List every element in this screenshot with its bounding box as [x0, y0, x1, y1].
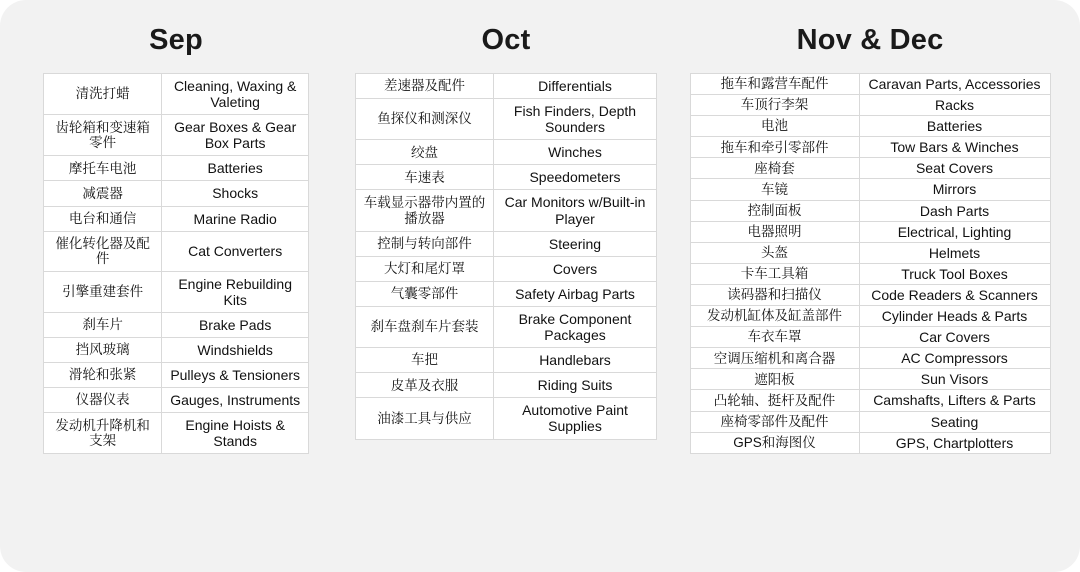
- table-row: [44, 181, 309, 206]
- category-en: Brake Component Packages: [494, 306, 657, 347]
- table-row: [356, 373, 657, 398]
- table-row: [356, 99, 657, 140]
- category-en: Engine Hoists & Stands: [162, 413, 309, 454]
- category-zh: 座椅零部件及配件: [690, 411, 859, 432]
- category-zh: 油漆工具与供应: [356, 398, 494, 439]
- table-row: [356, 190, 657, 231]
- table-row: [44, 388, 309, 413]
- table-row: [44, 312, 309, 337]
- category-en: Code Readers & Scanners: [859, 284, 1050, 305]
- category-en: Car Monitors w/Built-in Player: [494, 190, 657, 231]
- category-en: Riding Suits: [494, 373, 657, 398]
- table-row: [44, 363, 309, 388]
- category-zh: 齿轮箱和变速箱零件: [44, 115, 162, 156]
- category-en: Safety Airbag Parts: [494, 281, 657, 306]
- category-en: Automotive Paint Supplies: [494, 398, 657, 439]
- table-row: [690, 390, 1050, 411]
- category-zh: 卡车工具箱: [690, 263, 859, 284]
- category-en: Steering: [494, 231, 657, 256]
- category-en: Tow Bars & Winches: [859, 137, 1050, 158]
- table-row: [690, 306, 1050, 327]
- category-en: Cylinder Heads & Parts: [859, 306, 1050, 327]
- table-row: [44, 337, 309, 362]
- category-zh: 车衣车罩: [690, 327, 859, 348]
- category-zh: 车顶行李架: [690, 95, 859, 116]
- category-zh: 差速器及配件: [356, 74, 494, 99]
- category-zh: 大灯和尾灯罩: [356, 256, 494, 281]
- table-row: [356, 165, 657, 190]
- category-zh: 车镜: [690, 179, 859, 200]
- category-zh: 凸轮轴、挺杆及配件: [690, 390, 859, 411]
- category-zh: 电台和通信: [44, 206, 162, 231]
- category-en: Helmets: [859, 242, 1050, 263]
- category-zh: 车把: [356, 348, 494, 373]
- category-zh: GPS和海图仪: [690, 432, 859, 453]
- category-en: Brake Pads: [162, 312, 309, 337]
- category-zh: 减震器: [44, 181, 162, 206]
- category-zh: 气囊零部件: [356, 281, 494, 306]
- category-en: Cat Converters: [162, 231, 309, 271]
- column-title-oct: Oct: [481, 24, 531, 56]
- category-table-nov-dec: [690, 73, 1051, 454]
- table-row: [690, 369, 1050, 390]
- category-en: Covers: [494, 256, 657, 281]
- table-row: [356, 281, 657, 306]
- table-row: [690, 432, 1050, 453]
- category-en: Differentials: [494, 74, 657, 99]
- category-zh: 清洗打蜡: [44, 74, 162, 115]
- table-row: [690, 137, 1050, 158]
- category-en: Caravan Parts, Accessories: [859, 74, 1050, 95]
- category-en: Marine Radio: [162, 206, 309, 231]
- category-en: Fish Finders, Depth Sounders: [494, 99, 657, 140]
- category-zh: 读码器和扫描仪: [690, 284, 859, 305]
- category-zh: 发动机缸体及缸盖部件: [690, 306, 859, 327]
- category-table-sep: [43, 73, 309, 454]
- table-row: [690, 327, 1050, 348]
- category-zh: 电池: [690, 116, 859, 137]
- category-zh: 催化转化器及配件: [44, 231, 162, 271]
- table-row: [690, 95, 1050, 116]
- category-en: Mirrors: [859, 179, 1050, 200]
- table-row: [356, 231, 657, 256]
- table-row: [44, 74, 309, 115]
- table-row: [690, 263, 1050, 284]
- category-zh: 车载显示器带内置的播放器: [356, 190, 494, 231]
- category-en: Windshields: [162, 337, 309, 362]
- category-zh: 拖车和牵引零部件: [690, 137, 859, 158]
- table-row: [690, 200, 1050, 221]
- category-en: Camshafts, Lifters & Parts: [859, 390, 1050, 411]
- category-table-oct: [355, 73, 657, 440]
- category-zh: 鱼探仪和测深仪: [356, 99, 494, 140]
- category-zh: 引擎重建套件: [44, 271, 162, 312]
- category-en: Cleaning, Waxing & Valeting: [162, 74, 309, 115]
- table-row: [356, 348, 657, 373]
- category-zh: 刹车片: [44, 312, 162, 337]
- table-row: [690, 242, 1050, 263]
- table-row: [356, 256, 657, 281]
- category-en: GPS, Chartplotters: [859, 432, 1050, 453]
- table-row: [356, 306, 657, 347]
- category-en: Winches: [494, 140, 657, 165]
- table-row: [690, 284, 1050, 305]
- category-en: AC Compressors: [859, 348, 1050, 369]
- category-en: Pulleys & Tensioners: [162, 363, 309, 388]
- category-zh: 仪器仪表: [44, 388, 162, 413]
- category-en: Gear Boxes & Gear Box Parts: [162, 115, 309, 156]
- category-en: Engine Rebuilding Kits: [162, 271, 309, 312]
- category-en: Batteries: [859, 116, 1050, 137]
- table-row: [690, 179, 1050, 200]
- column-title-nov-dec: Nov & Dec: [796, 24, 944, 56]
- category-zh: 遮阳板: [690, 369, 859, 390]
- category-en: Dash Parts: [859, 200, 1050, 221]
- category-zh: 拖车和露营车配件: [690, 74, 859, 95]
- category-en: Sun Visors: [859, 369, 1050, 390]
- table-row: [356, 140, 657, 165]
- category-zh: 车速表: [356, 165, 494, 190]
- category-en: Handlebars: [494, 348, 657, 373]
- category-en: Speedometers: [494, 165, 657, 190]
- category-zh: 挡风玻璃: [44, 337, 162, 362]
- month-column-sep: [30, 18, 322, 454]
- table-row: [44, 271, 309, 312]
- category-zh: 摩托车电池: [44, 156, 162, 181]
- category-en: Seating: [859, 411, 1050, 432]
- category-zh: 发动机升降机和支架: [44, 413, 162, 454]
- category-en: Gauges, Instruments: [162, 388, 309, 413]
- table-row: [690, 158, 1050, 179]
- table-row: [356, 74, 657, 99]
- month-column-oct: [356, 18, 656, 440]
- category-zh: 滑轮和张紧: [44, 363, 162, 388]
- category-zh: 电器照明: [690, 221, 859, 242]
- category-zh: 控制面板: [690, 200, 859, 221]
- table-row: [44, 413, 309, 454]
- category-zh: 刹车盘刹车片套装: [356, 306, 494, 347]
- category-en: Electrical, Lighting: [859, 221, 1050, 242]
- category-en: Racks: [859, 95, 1050, 116]
- month-column-nov-dec: [690, 18, 1050, 454]
- table-row: [44, 156, 309, 181]
- category-zh: 控制与转向部件: [356, 231, 494, 256]
- category-zh: 空调压缩机和离合器: [690, 348, 859, 369]
- category-zh: 绞盘: [356, 140, 494, 165]
- category-zh: 座椅套: [690, 158, 859, 179]
- table-row: [44, 231, 309, 271]
- column-title-sep: Sep: [149, 24, 203, 56]
- table-row: [356, 398, 657, 439]
- category-zh: 头盔: [690, 242, 859, 263]
- category-en: Truck Tool Boxes: [859, 263, 1050, 284]
- category-zh: 皮革及衣服: [356, 373, 494, 398]
- table-row: [44, 115, 309, 156]
- category-en: Car Covers: [859, 327, 1050, 348]
- table-row: [44, 206, 309, 231]
- category-en: Seat Covers: [859, 158, 1050, 179]
- table-row: [690, 348, 1050, 369]
- table-row: [690, 74, 1050, 95]
- table-row: [690, 221, 1050, 242]
- category-en: Batteries: [162, 156, 309, 181]
- table-row: [690, 116, 1050, 137]
- table-row: [690, 411, 1050, 432]
- category-en: Shocks: [162, 181, 309, 206]
